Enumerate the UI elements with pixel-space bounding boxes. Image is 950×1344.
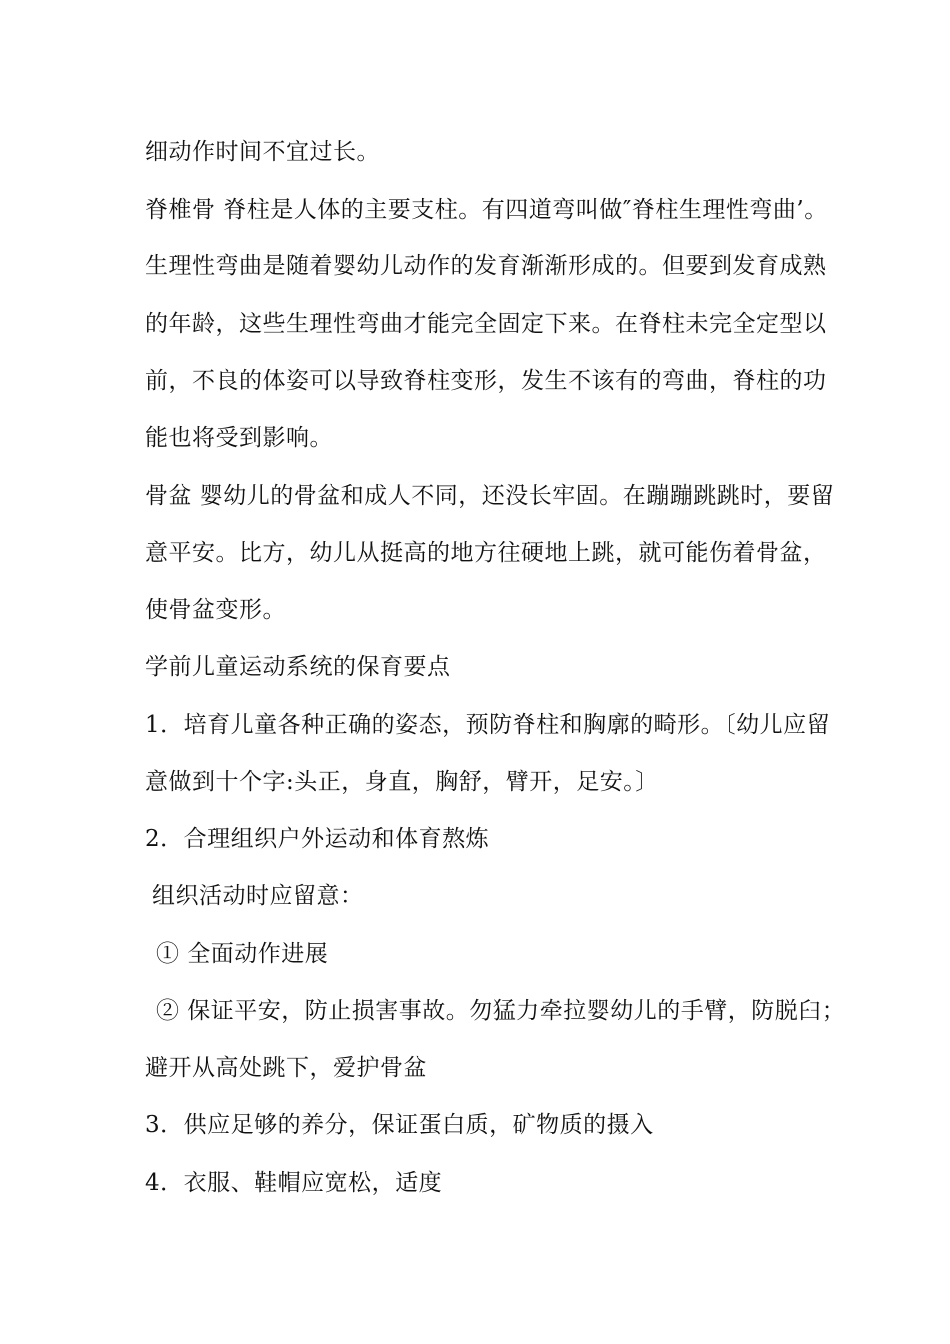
text-line: 细动作时间不宜过长。 bbox=[145, 139, 380, 165]
text-line: 组织活动时应留意： bbox=[152, 883, 364, 909]
text-line: 骨盆 婴幼儿的骨盆和成人不同，还没长牢固。在蹦蹦跳跳时，要留 bbox=[145, 483, 835, 509]
section-heading: 学前儿童运动系统的保育要点 bbox=[145, 654, 451, 680]
list-item: ② 保证平安，防止损害事故。勿猛力牵拉婴幼儿的手臂，防脱臼； bbox=[156, 998, 846, 1024]
text-line: 的年龄，这些生理性弯曲才能完全固定下来。在脊柱未完全定型以 bbox=[145, 311, 827, 337]
text-line: 使骨盆变形。 bbox=[145, 597, 286, 623]
list-item: ① 全面动作进展 bbox=[156, 941, 329, 967]
text-line: 能也将受到影响。 bbox=[145, 425, 333, 451]
list-item: 4．衣服、鞋帽应宽松，适度 bbox=[145, 1170, 443, 1196]
text-line: 前，不良的体姿可以导致脊柱变形，发生不该有的弯曲，脊柱的功 bbox=[145, 368, 827, 394]
text-line: 脊椎骨 脊柱是人体的主要支柱。有四道弯叫做″脊柱生理性弯曲’。 bbox=[145, 197, 828, 223]
text-line: 意做到十个字:头正，身直，胸舒，臂开，足安。〕 bbox=[145, 769, 659, 795]
list-item: 2．合理组织户外运动和体育熬炼 bbox=[145, 826, 490, 852]
text-line: 生理性弯曲是随着婴幼儿动作的发育渐渐形成的。但要到发育成熟 bbox=[145, 253, 827, 279]
text-line: 避开从高处跳下，爱护骨盆 bbox=[145, 1055, 427, 1081]
text-line: 意平安。比方，幼儿从挺高的地方往硬地上跳，就可能伤着骨盆， bbox=[145, 540, 827, 566]
list-item: 3．供应足够的养分，保证蛋白质，矿物质的摄入 bbox=[145, 1112, 654, 1138]
list-item: 1．培育儿童各种正确的姿态，预防脊柱和胸廓的畸形。〔幼儿应留 bbox=[145, 712, 831, 738]
